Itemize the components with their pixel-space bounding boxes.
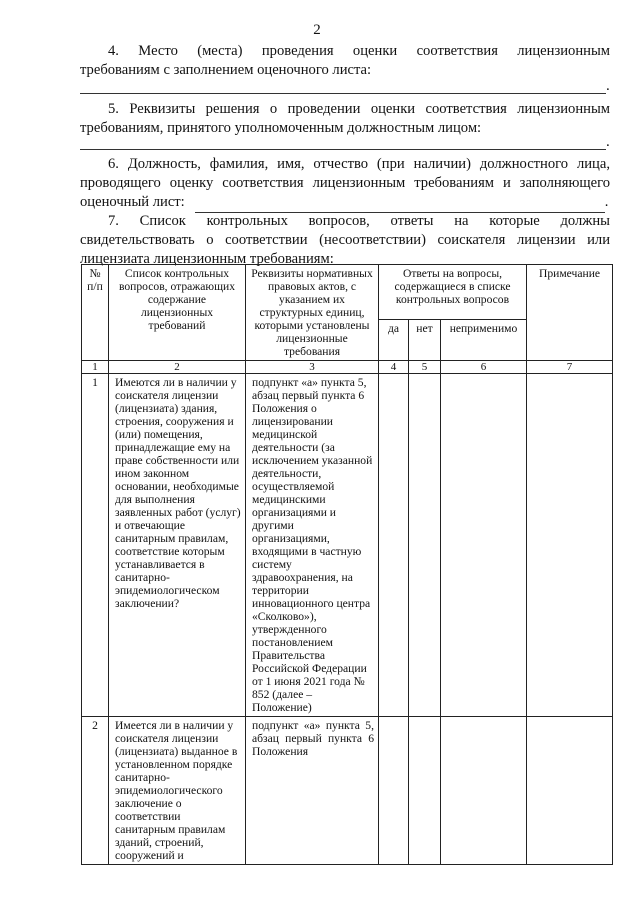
item4-line1: 4. Место (места) проведения оценки соответствия лицензионным	[108, 43, 610, 59]
row-num: 2	[82, 717, 109, 865]
header-yes: да	[379, 320, 409, 361]
col-number: 7	[527, 361, 613, 374]
header-requisites: Реквизиты нормативных правовых актов, с указанием их структурных единиц, которыми установлены лицензионные требования	[246, 265, 379, 361]
answer-na-cell[interactable]	[441, 717, 527, 865]
row-num: 1	[82, 374, 109, 717]
col-number: 2	[109, 361, 246, 374]
item4-period: .	[606, 78, 610, 94]
col-number: 4	[379, 361, 409, 374]
row-requisite: подпункт «а» пункта 5, абзац первый пункта 6 Положения	[246, 717, 379, 865]
note-cell[interactable]	[527, 374, 613, 717]
answer-yes-cell[interactable]	[379, 374, 409, 717]
header-na: неприменимо	[441, 320, 527, 361]
item6-line1: 6. Должность, фамилия, имя, отчество (при наличии) должностного лица,	[108, 156, 610, 172]
answer-yes-cell[interactable]	[379, 717, 409, 865]
header-answers: Ответы на вопросы, содержащиеся в списке контрольных вопросов	[379, 265, 527, 320]
col-number: 3	[246, 361, 379, 374]
item5-line2: требованиям, принятого уполномоченным должностным лицом:	[80, 120, 482, 136]
item7-line2: свидетельствовать о соответствии (несоответствии) соискателя лицензии или	[80, 232, 610, 248]
fill-line-item6	[195, 193, 605, 213]
item5-period: .	[606, 134, 610, 150]
col-number: 5	[409, 361, 441, 374]
header-no: нет	[409, 320, 441, 361]
page-number: 2	[313, 22, 321, 38]
row-requisite: подпункт «а» пункта 5, абзац первый пункта 6 Положения о лицензировании медицинской деятельности (за исключением указанной деятельности, осуществляемой медицинскими организациями и другими организациями, входящими в частную систему здравоохранения, на территории инновационного центра «Сколково»), утвержденного постановлением Правительства Российской Федерации от 1 июня 2021 года № 852 (далее – Положение)	[246, 374, 379, 717]
table-row	[82, 717, 613, 865]
item7-line3: лицензиата лицензионным требованиям:	[80, 251, 334, 267]
item4-line2: требованиям с заполнением оценочного листа:	[80, 62, 372, 78]
table-row	[82, 374, 613, 717]
item6-period: .	[604, 194, 609, 210]
header-questions: Список контрольных вопросов, отражающих содержание лицензионных требований	[109, 265, 246, 361]
item6-line2: проводящего оценку соответствия лицензионным требованиям и заполняющего	[80, 175, 610, 191]
header-num: № п/п	[82, 265, 109, 361]
column-number-row	[82, 361, 613, 374]
answer-no-cell[interactable]	[409, 374, 441, 717]
col-number: 1	[82, 361, 109, 374]
answer-no-cell[interactable]	[409, 717, 441, 865]
checklist-table	[81, 264, 613, 865]
fill-line-item5	[80, 149, 606, 150]
row-question: Имеется ли в наличии у соискателя лицензии (лицензиата) выданное в установленном порядке санитарно-эпидемиологического заключение о соответствии санитарным правилам зданий, строений, сооружений и	[109, 717, 246, 865]
item6-line3-text: оценочный лист:	[80, 194, 185, 210]
answer-na-cell[interactable]	[441, 374, 527, 717]
header-note: Примечание	[527, 265, 613, 361]
row-question: Имеются ли в наличии у соискателя лицензии (лицензиата) здания, строения, сооружения и (или) помещения, принадлежащие ему на праве собственности или ином законном основании, необходимые для выполнения заявленных работ (услуг) и отвечающие санитарным правилам, соответствие которым устанавливается в санитарно-эпидемиологическом заключении?	[109, 374, 246, 717]
col-number: 6	[441, 361, 527, 374]
item7-line1: 7. Список контрольных вопросов, ответы на которые должны	[108, 213, 610, 229]
header-row-top	[82, 265, 613, 320]
item5-line1: 5. Реквизиты решения о проведении оценки соответствия лицензионным	[108, 101, 610, 117]
note-cell[interactable]	[527, 717, 613, 865]
fill-line-item4	[80, 93, 606, 94]
item6-line3	[80, 193, 610, 213]
